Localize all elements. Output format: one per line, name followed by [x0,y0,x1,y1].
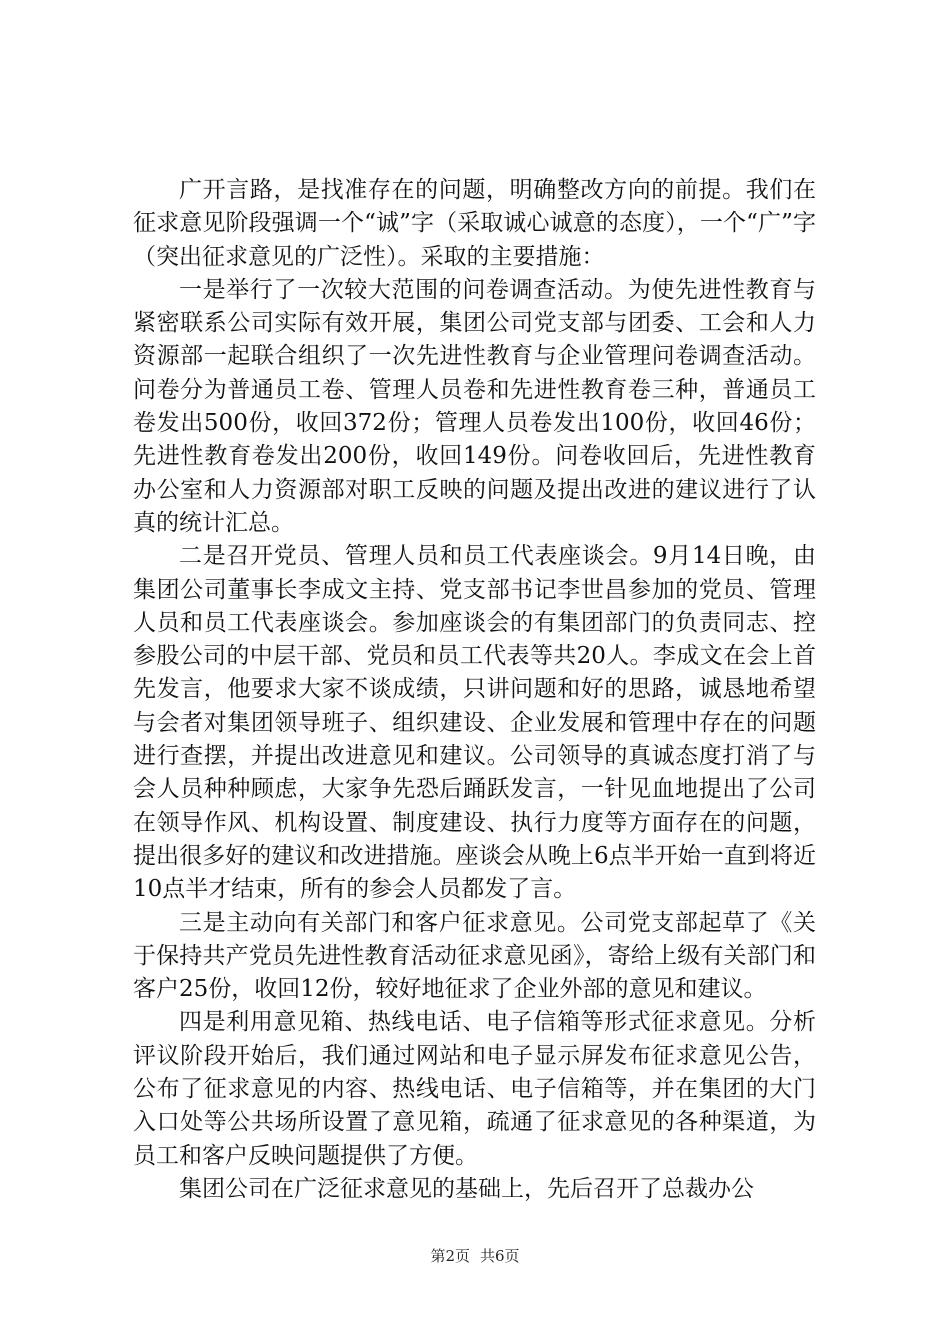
paragraph-suggestion-channels: 四是利用意见箱、热线电话、电子信箱等形式征求意见。分析评议阶段开始后，我们通过网站和电子显示屏发布征求意见公告，公布了征求意见的内容、热线电话、电子信箱等，并在集团的大门入口处等公共场所设置了意见箱，疏通了征求意见的各种渠道，为员工和客户反映问题提供了方便。 [133,1009,816,1169]
paragraph-questionnaire: 一是举行了一次较大范围的问卷调查活动。为使先进性教育与紧密联系公司实际有效开展，集团公司党支部与团委、工会和人力资源部一起联合组织了一次先进性教育与企业管理问卷调查活动。问卷分为普通员工卷、管理人员卷和先进性教育卷三种，普通员工卷发出500份，收回372份；管理人员卷发出100份，收回46份；先进性教育卷发出200份，收回149份。问卷收回后，先进性教育办公室和人力资源部对职工反映的问题及提出改进的建议进行了认真的统计汇总。 [133,276,816,536]
paragraph-external-opinions: 三是主动向有关部门和客户征求意见。公司党支部起草了《关于保持共产党员先进性教育活动征求意见函》，寄给上级有关部门和客户25份，收回12份，较好地征求了企业外部的意见和建议。 [133,909,816,1003]
page-number: 第2页 [430,1247,470,1265]
page-footer [0,1246,950,1266]
page-total: 共6页 [480,1247,520,1265]
paragraph-continuation: 集团公司在广泛征求意见的基础上，先后召开了总裁办公 [179,1175,754,1202]
paragraph-symposium: 二是召开党员、管理人员和员工代表座谈会。9月14日晚，由集团公司董事长李成文主持、党支部书记李世昌参加的党员、管理人员和员工代表座谈会。参加座谈会的有集团部门的负责同志、控参股公司的中层干部、党员和员工代表等共20人。李成文在会上首先发言，他要求大家不谈成绩，只讲问题和好的思路，诚恳地希望与会者对集团领导班子、组织建设、企业发展和管理中存在的问题进行查摆，并提出改进意见和建议。公司领导的真诚态度打消了与会人员种种顾虑，大家争先恐后踊跃发言，一针见血地提出了公司在领导作风、机构设置、制度建设、执行力度等方面存在的问题，提出很多好的建议和改进措施。座谈会从晚上6点半开始一直到将近10点半才结束，所有的参会人员都发了言。 [133,543,816,903]
paragraph-intro: 广开言路，是找准存在的问题，明确整改方向的前提。我们在征求意见阶段强调一个“诚”字（采取诚心诚意的态度），一个“广”字（突出征求意见的广泛性）。采取的主要措施： [133,177,816,270]
document-body [133,174,816,1206]
